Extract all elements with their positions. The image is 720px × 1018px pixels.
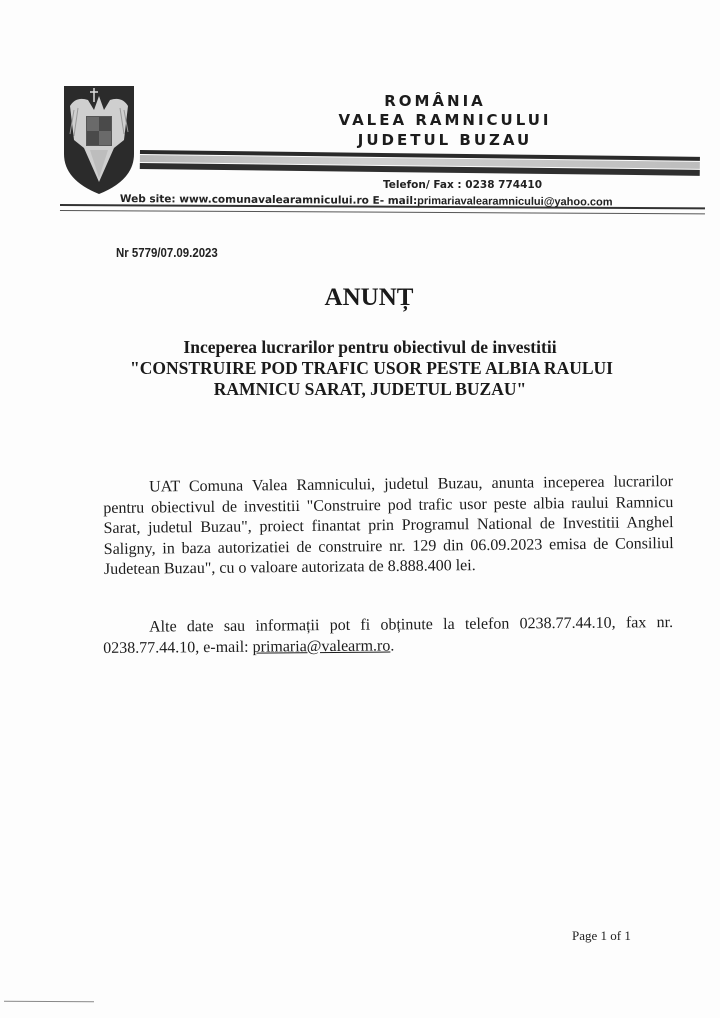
contact-paragraph-text: Alte date sau informații pot fi obținute la telefon 0238.77.44.10, fax nr. 0238.77.44.10, e-mail: — [103, 614, 674, 657]
footer-rule — [4, 1001, 94, 1002]
document-title: ANUNȚ — [324, 284, 414, 311]
letterhead-band — [140, 150, 700, 179]
announcement-paragraph: UAT Comuna Valea Ramnicului, judetul Buzau, anunta inceperea lucrarilor pentru obiectivul de investitii "Construire pod trafic usor peste albia raului Ramnicu Sarat, judetul Buzau", proiect finantat prin Programul National de Investitii Anghel Saligny, in baza autorizatiei de construire nr. 129 din 06.09.2023 emisa de Consiliul Judetean Buzau", cu o valoare autorizata de 8.888.400 lei. — [103, 473, 674, 578]
page-indicator: Page 1 of 1 — [572, 928, 631, 943]
phone-fax: Telefon/ Fax : 0238 774410 — [383, 179, 542, 191]
letterhead-country: ROMÂNIA — [384, 92, 486, 110]
subtitle-line: RAMNICU SARAT, JUDETUL BUZAU" — [213, 379, 527, 399]
contact-paragraph-end: . — [390, 636, 395, 654]
subtitle-line: "CONSTRUIRE POD TRAFIC USOR PESTE ALBIA RAULUI — [130, 358, 613, 378]
contact-email-link[interactable]: primaria@valearm.ro — [252, 636, 391, 656]
subtitle-line: Inceperea lucrarilor pentru obiectivul de investitii — [183, 337, 557, 357]
contact-paragraph — [103, 613, 673, 659]
letterhead-county: JUDETUL BUZAU — [357, 131, 533, 149]
letterhead-commune: VALEA RAMNICULUI — [338, 111, 552, 129]
document-subtitle — [130, 337, 613, 400]
website-label: Web site: www.comunavalearamnicului.ro E- mail: — [119, 193, 418, 208]
letterhead-email: primariavalearamnicului@yahoo.com — [417, 195, 613, 209]
registration-number: Nr 5779/07.09.2023 — [116, 245, 218, 260]
romania-coat-of-arms-icon — [60, 84, 138, 196]
